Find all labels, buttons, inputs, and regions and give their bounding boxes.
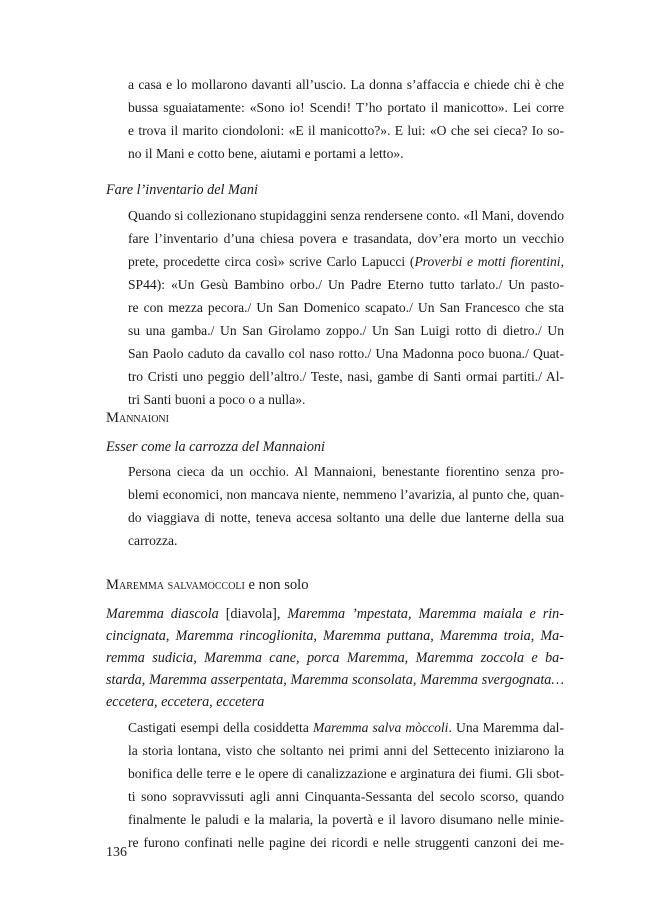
text-line: fare l’inventario d’una chiesa povera e trasandata, dov’era morto un vecchio	[128, 231, 564, 246]
page-number: 136	[106, 845, 127, 860]
text-line: bussa sguaiatamente: «Sono io! Scendi! T’ho portato il manicotto». Lei corre	[128, 100, 564, 115]
text-line	[128, 721, 564, 735]
text-line: SP44): «Un Gesù Bambino orbo./ Un Padre Eterno tutto tarlato./ Un pasto-	[128, 277, 564, 292]
text-line: carrozza.	[128, 533, 178, 548]
gloss: [diavola]	[225, 606, 277, 622]
text-line: la storia lontana, visto che soltanto nei primi anni del Settecento iniziarono la	[128, 743, 564, 758]
heading-smallcaps: Maremma salvamoccoli	[106, 577, 245, 593]
text-line: su una gamba./ Un San Girolamo zoppo./ Un San Luigi rotto di dietro./ Un	[128, 323, 564, 338]
variant-line: remma sudicia, Maremma cane, porca Maremma, Maremma zoccola e ba-	[106, 650, 564, 666]
text-line: finalmente le paludi e la malaria, la povertà e il lavoro disumano nelle minie-	[128, 812, 564, 827]
text-line: re furono confinati nelle pagine dei ricordi e nelle struggenti canzoni dei me-	[128, 835, 564, 850]
entry-subheading: Fare l’inventario del Mani	[106, 182, 258, 198]
text-line: San Paolo caduto da cavallo col naso rotto./ Una Madonna poco buona./ Quat-	[128, 346, 564, 361]
text-line: bonifica delle terre e le opere di canalizzazione e arginatura dei fiumi. Gli sbot-	[128, 766, 564, 781]
text-line: tro Cristi uno peggio dell’altro./ Teste, nasi, gambe di Santi ormai partiti./ Al-	[128, 369, 564, 384]
text-line: Quando si collezionano stupidaggini senza rendersene conto. «Il Mani, dovendo	[128, 208, 565, 223]
text-span: , Maremma ’mpestata, Maremma maiala e rin-	[276, 606, 564, 622]
text-span: ,	[560, 254, 564, 269]
text-span: Maremma diascola	[106, 606, 226, 622]
variant-line: eccetera, eccetera, eccetera	[106, 694, 265, 710]
variant-line: starda, Maremma asserpentata, Maremma sconsolata, Maremma svergognata…	[106, 672, 564, 688]
variant-line: cincignata, Maremma rincoglionita, Maremma puttana, Maremma troia, Ma-	[106, 628, 564, 644]
text-span: Castigati esempi della cosiddetta	[128, 720, 314, 735]
entry-subheading: Esser come la carrozza del Mannaioni	[106, 439, 325, 455]
text-line: blemi economici, non mancava niente, nemmeno l’avarizia, al punto che, quan-	[128, 487, 564, 502]
book-title: Proverbi e motti fiorentini	[414, 254, 561, 269]
text-span: . Una Maremma dal-	[448, 720, 564, 735]
variant-line	[106, 607, 564, 621]
text-line: ti sono sopravvissuti agli anni Cinquanta-Sessanta del secolo scorso, quando	[128, 789, 564, 804]
text-line: re con mezza pecora./ Un San Domenico scapato./ Un San Francesco che sta	[128, 300, 564, 315]
text-line: Persona cieca da un occhio. Al Mannaioni, benestante fiorentino senza pro-	[128, 464, 564, 479]
text-line	[128, 255, 564, 269]
entry-heading: Mannaioni	[106, 410, 169, 426]
text-line: tri Santi buoni a poco o a nulla».	[128, 392, 306, 407]
text-line: no il Mani e cotto bene, aiutami e portami a letto».	[128, 146, 404, 161]
quoted-term: Maremma salva mòccoli	[313, 720, 449, 735]
text-line: e trova il marito ciondoloni: «E il manicotto?». E lui: «O che sei cieca? Io so-	[128, 123, 564, 138]
text-line: a casa e lo mollarono davanti all’uscio. La donna s’affaccia e chiede chi è che	[128, 77, 564, 92]
text-span: prete, procedette circa così» scrive Carlo Lapucci (	[128, 254, 415, 269]
entry-heading	[106, 578, 309, 593]
text-line: do viaggiava di notte, teneva accesa soltanto una delle due lanterne della sua	[128, 510, 564, 525]
heading-rest: e non solo	[244, 577, 309, 593]
